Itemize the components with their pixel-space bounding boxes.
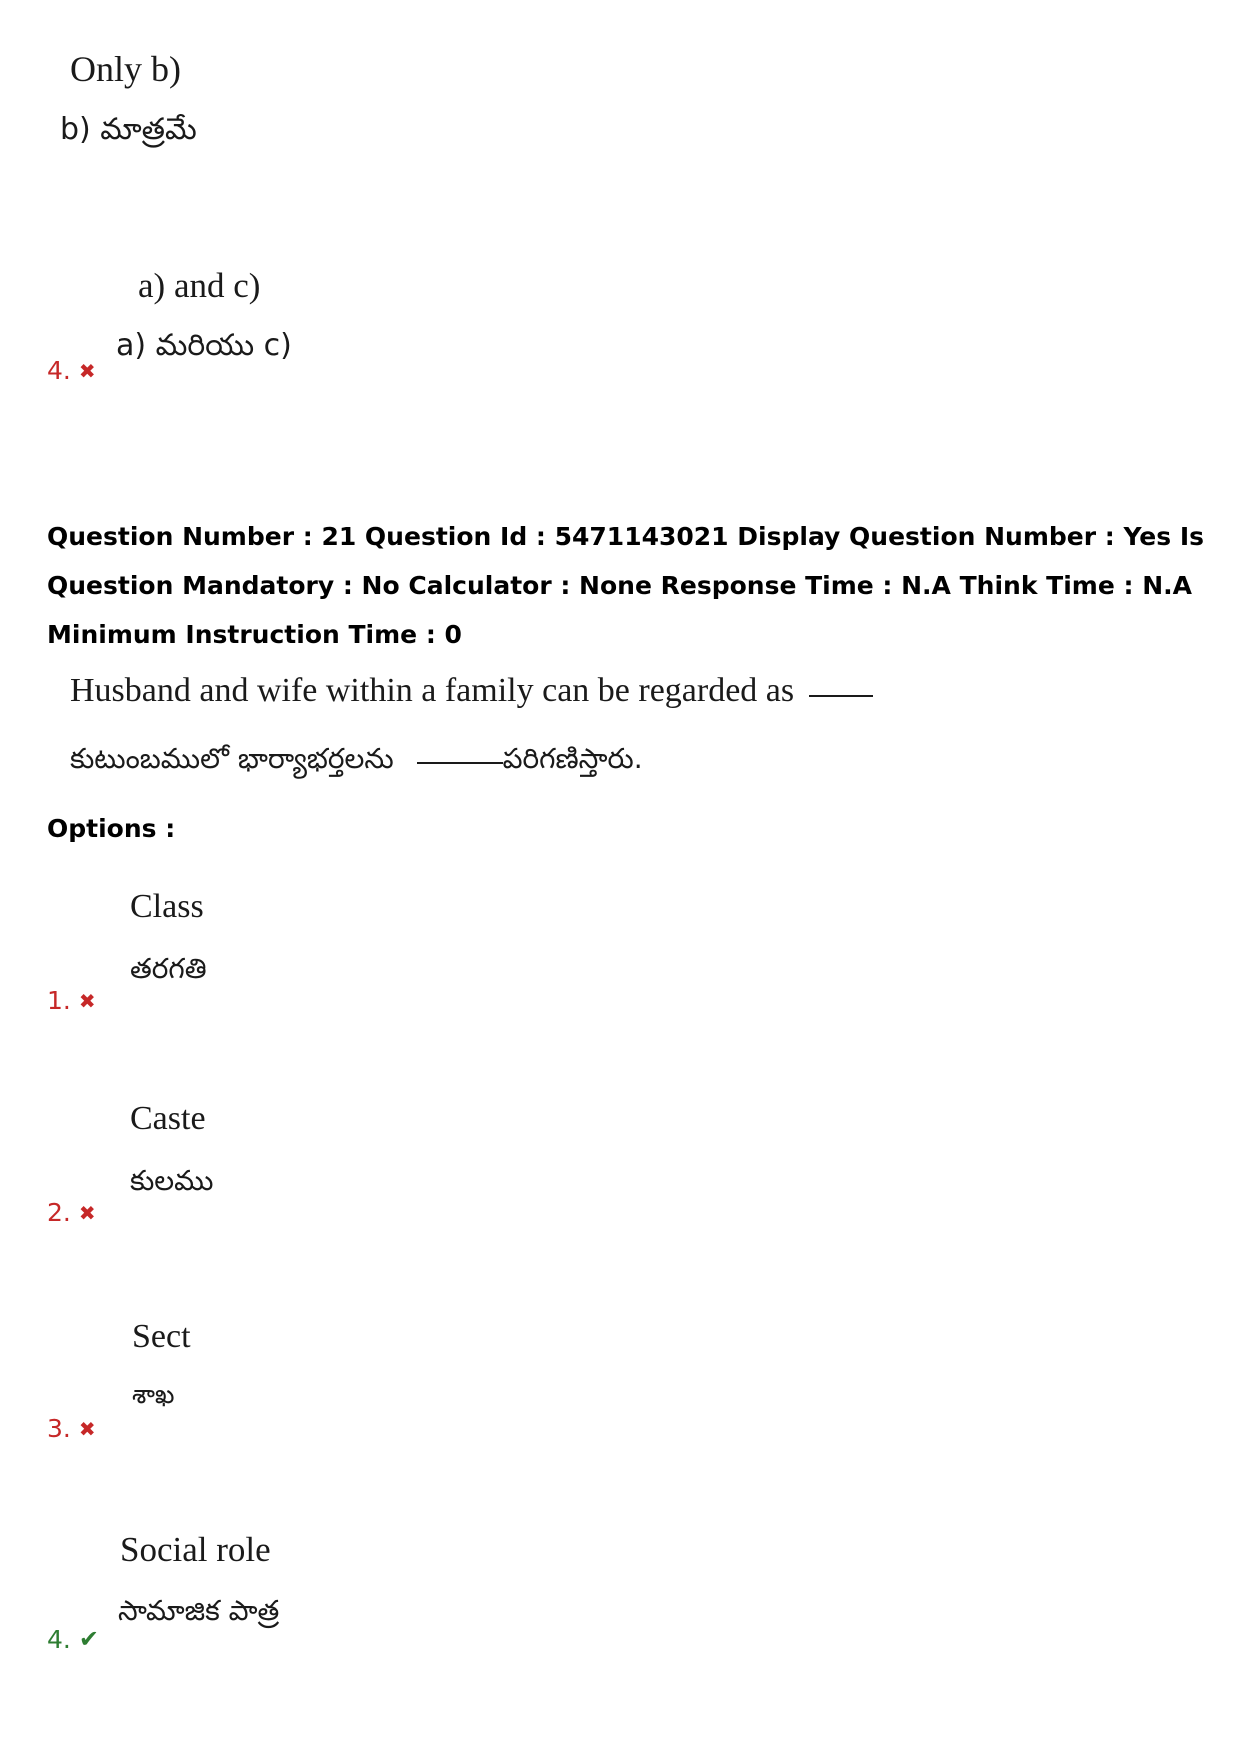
answer-blank-te [417, 761, 503, 764]
option-1-marker [47, 986, 96, 1015]
option-4-text-en: Social role [120, 1530, 271, 1569]
option-4-number: 4. [47, 1625, 71, 1654]
option-3-text-en: Sect [132, 1318, 191, 1355]
cross-icon: ✖ [78, 1417, 96, 1441]
prev-option3-text-en: Only b) [70, 49, 181, 89]
question-text-en [70, 672, 873, 710]
question-meta: Question Number : 21 Question Id : 5471143021 Display Question Number : Yes Is Question Mandatory : No Calculator : None Response Time : N.A Think Time : N.A Minimum Instruction Time : 0 [47, 522, 1205, 649]
prev-option4-text-en: a) and c) [138, 266, 261, 305]
question-text-te-before: కుటుంబములో భార్యాభర్తలను [70, 742, 394, 775]
prev-option4-text-te: a) మరియు c) [116, 328, 292, 363]
option-3-marker [47, 1414, 96, 1443]
answer-blank [809, 694, 873, 697]
option-2-marker [47, 1198, 96, 1227]
option-2-number: 2. [47, 1198, 71, 1227]
prev-option4-marker [47, 356, 96, 385]
cross-icon: ✖ [78, 1201, 96, 1225]
options-label: Options : [47, 814, 176, 843]
check-icon: ✔ [78, 1625, 99, 1653]
option-1-text-en: Class [130, 888, 204, 925]
prev-option3-text-te: b) మాత్రమే [60, 112, 197, 147]
question-text-te-after: పరిగణిస్తారు. [502, 742, 643, 775]
prev-option4-number: 4. [47, 356, 71, 385]
option-3-number: 3. [47, 1414, 71, 1443]
question-text-en-body: Husband and wife within a family can be regarded as [70, 672, 795, 709]
cross-icon: ✖ [78, 989, 96, 1013]
question-text-te [70, 742, 643, 782]
option-2-text-te: కులము [130, 1164, 214, 1197]
option-3-text-te: శాఖ [132, 1380, 175, 1410]
option-1-text-te: తరగతి [130, 952, 207, 985]
option-1-number: 1. [47, 986, 71, 1015]
option-4-marker [47, 1625, 99, 1654]
option-4-text-te: సామాజిక పాత్ర [118, 1594, 280, 1627]
cross-icon: ✖ [78, 359, 96, 383]
option-2-text-en: Caste [130, 1100, 206, 1137]
